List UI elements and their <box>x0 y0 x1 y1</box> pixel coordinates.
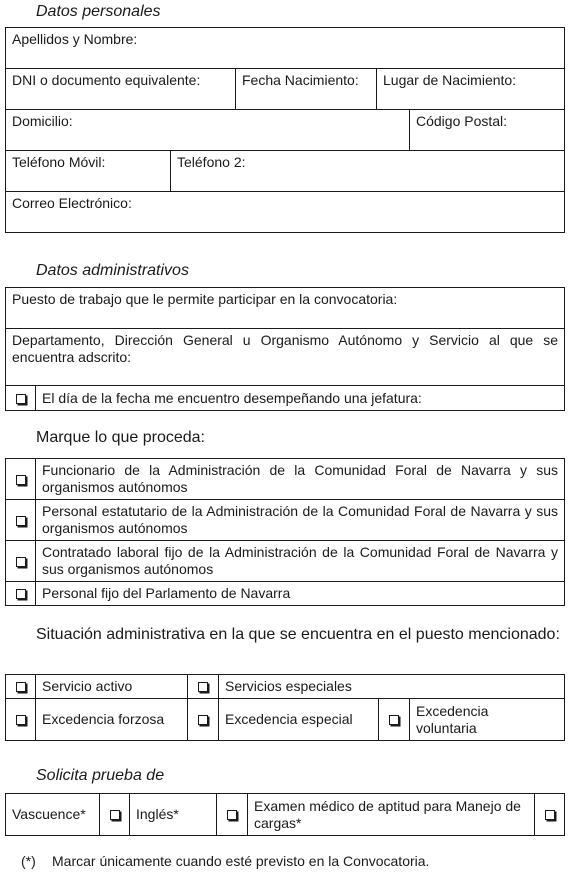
basque-checkbox[interactable] <box>100 794 130 836</box>
section-title-personal: Datos personales <box>36 3 161 20</box>
phone2-field[interactable] <box>171 151 565 192</box>
tests-table <box>5 793 565 836</box>
active-label: Servicio activo <box>36 675 188 699</box>
english-checkbox[interactable] <box>217 794 248 836</box>
footnote-text: Marcar únicamente cuando esté previsto en la Convocatoria. <box>52 853 430 869</box>
option-checkbox[interactable] <box>6 582 36 606</box>
section-title-tests: Solicita prueba de <box>36 767 165 784</box>
department-label: Departamento, Dirección General u Organismo Autónomo y Servicio al que se encuentra adscrito: <box>12 332 559 365</box>
checkbox-icon <box>16 516 26 526</box>
birth-date-field[interactable] <box>236 69 377 110</box>
section-title-admin: Datos administrativos <box>36 262 189 279</box>
medical-checkbox[interactable] <box>535 794 565 836</box>
name-label: Apellidos y Nombre: <box>12 31 138 47</box>
chief-checkbox[interactable] <box>6 386 36 411</box>
address-label: Domicilio: <box>12 113 73 129</box>
phone2-label: Teléfono 2: <box>177 154 246 170</box>
special-leave-checkbox[interactable] <box>188 699 219 741</box>
mark-options-table <box>5 458 565 606</box>
checkbox-icon <box>16 394 26 404</box>
option-label: Personal fijo del Parlamento de Navarra <box>36 582 565 606</box>
checkbox-icon <box>227 810 237 820</box>
chief-label: El día de la fecha me encuentro desempeñando una jefatura: <box>36 386 565 411</box>
situation-table <box>5 674 565 741</box>
department-field[interactable] <box>6 329 565 386</box>
special-leave-label: Excedencia especial <box>219 699 379 741</box>
dni-field[interactable] <box>6 69 236 110</box>
medical-label: Examen médico de aptitud para Manejo de cargas* <box>248 794 535 836</box>
option-checkbox[interactable] <box>6 459 36 500</box>
email-label: Correo Electrónico: <box>12 195 132 211</box>
special-services-label: Servicios especiales <box>219 675 565 699</box>
checkbox-icon <box>198 715 208 725</box>
option-label: Personal estatutario de la Administración de la Comunidad Foral de Navarra y sus organismos autónomos <box>36 500 565 541</box>
checkbox-icon <box>16 557 26 567</box>
checkbox-icon <box>16 715 26 725</box>
special-services-checkbox[interactable] <box>188 675 219 699</box>
checkbox-icon <box>16 475 26 485</box>
voluntary-leave-label: Excedencia voluntaria <box>410 699 565 741</box>
option-label: Funcionario de la Administración de la Comunidad Foral de Navarra y sus organismos autónomos <box>36 459 565 500</box>
postal-code-field[interactable] <box>410 110 565 151</box>
active-checkbox[interactable] <box>6 675 36 699</box>
postal-code-label: Código Postal: <box>416 113 508 129</box>
checkbox-icon <box>110 810 120 820</box>
job-label: Puesto de trabajo que le permite participar en la convocatoria: <box>12 291 398 307</box>
option-checkbox[interactable] <box>6 541 36 582</box>
basque-label: Vascuence* <box>6 794 100 836</box>
checkbox-icon <box>545 810 555 820</box>
checkbox-icon <box>16 682 26 692</box>
english-label: Inglés* <box>130 794 217 836</box>
birth-place-label: Lugar de Nacimiento: <box>383 72 517 88</box>
email-field[interactable] <box>6 192 565 233</box>
voluntary-leave-checkbox[interactable] <box>379 699 410 741</box>
option-checkbox[interactable] <box>6 500 36 541</box>
birth-place-field[interactable] <box>377 69 565 110</box>
footnote-mark: (*) <box>21 853 36 869</box>
mobile-field[interactable] <box>6 151 171 192</box>
forced-leave-label: Excedencia forzosa <box>36 699 188 741</box>
address-field[interactable] <box>6 110 410 151</box>
admin-data-table <box>5 287 565 411</box>
dni-label: DNI o documento equivalente: <box>12 72 201 88</box>
section-title-mark: Marque lo que proceda: <box>36 429 205 446</box>
forced-leave-checkbox[interactable] <box>6 699 36 741</box>
personal-data-table <box>5 27 565 233</box>
option-label: Contratado laboral fijo de la Administración de la Comunidad Foral de Navarra y sus organismos autónomos <box>36 541 565 582</box>
birth-date-label: Fecha Nacimiento: <box>242 72 359 88</box>
section-title-situation: Situación administrativa en la que se encuentra en el puesto mencionado: <box>36 626 560 643</box>
mobile-label: Teléfono Móvil: <box>12 154 106 170</box>
checkbox-icon <box>389 715 399 725</box>
name-field[interactable] <box>6 28 565 69</box>
checkbox-icon <box>198 682 208 692</box>
job-field[interactable] <box>6 288 565 329</box>
checkbox-icon <box>16 589 26 599</box>
